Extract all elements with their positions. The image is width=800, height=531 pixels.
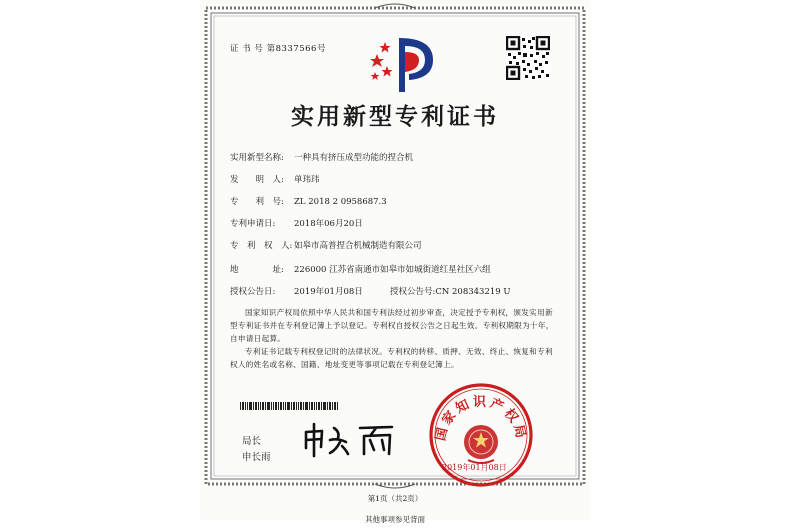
barcode-icon [240,402,340,410]
field-label: 地 址: [230,265,284,275]
director-signature [300,420,400,458]
certificate-number: 证 书 号 第8337566号 [230,44,326,54]
svg-text:国家知识产权局: 国家知识产权局 [433,395,529,443]
qr-code-icon [506,36,550,80]
field-label: 专 利 号: [230,197,284,207]
field-inventor [230,173,320,185]
cnipa-logo-icon [365,26,445,96]
director-title: 局长 [242,436,262,447]
field-value: 2018年06月20日 [294,219,363,229]
field-label: 授权公告号: [390,287,436,297]
field-value: ZL 2018 2 0958687.3 [294,197,387,207]
grant-statement: 国家知识产权局依照中华人民共和国专利法经过初步审查，决定授予专利权，颁发实用新型专利证书并在专利登记簿上予以登记。专利权自授权公告之日起生效。专利权期限为十年，自申请日起算。 [230,308,554,343]
legal-status-statement: 专利证书记载专利权登记时的法律状况。专利权的转移、质押、无效、终止、恢复和专利权人的姓名或名称、国籍、地址变更等事项记载在专利登记簿上。 [230,347,553,369]
field-label: 专利申请日: [230,219,276,229]
field-label: 发 明 人: [230,175,284,185]
field-address [230,263,491,275]
back-side-note: 其他事项参见背面 [365,515,425,524]
field-label: 专 利 权 人: [230,241,293,251]
field-value: CN 208343219 U [435,287,511,297]
certificate-title: 实用新型专利证书 [291,103,499,130]
field-label: 实用新型名称: [230,153,284,163]
page-number: 第1页（共2页） [367,494,423,503]
field-patent-number [230,195,387,207]
field-patentee [230,239,422,251]
field-grant-date [230,285,363,297]
field-value: 226000 江苏省南通市如皋市如城街道红星社区六组 [294,265,491,275]
patent-certificate [200,0,590,524]
field-utility-model-name [230,151,413,163]
field-value: 如皋市高普捏合机械制造有限公司 [294,241,422,251]
field-label: 授权公告日: [230,287,276,297]
field-value: 一种具有挤压成型功能的捏合机 [294,153,414,163]
field-value: 2019年01月08日 [294,287,363,297]
field-application-date [230,217,363,229]
field-value: 单玮玮 [294,175,320,185]
seal-date: 2019年01月08日 [442,463,507,472]
director-name: 申长雨 [242,452,271,463]
field-publication-number [390,285,511,297]
